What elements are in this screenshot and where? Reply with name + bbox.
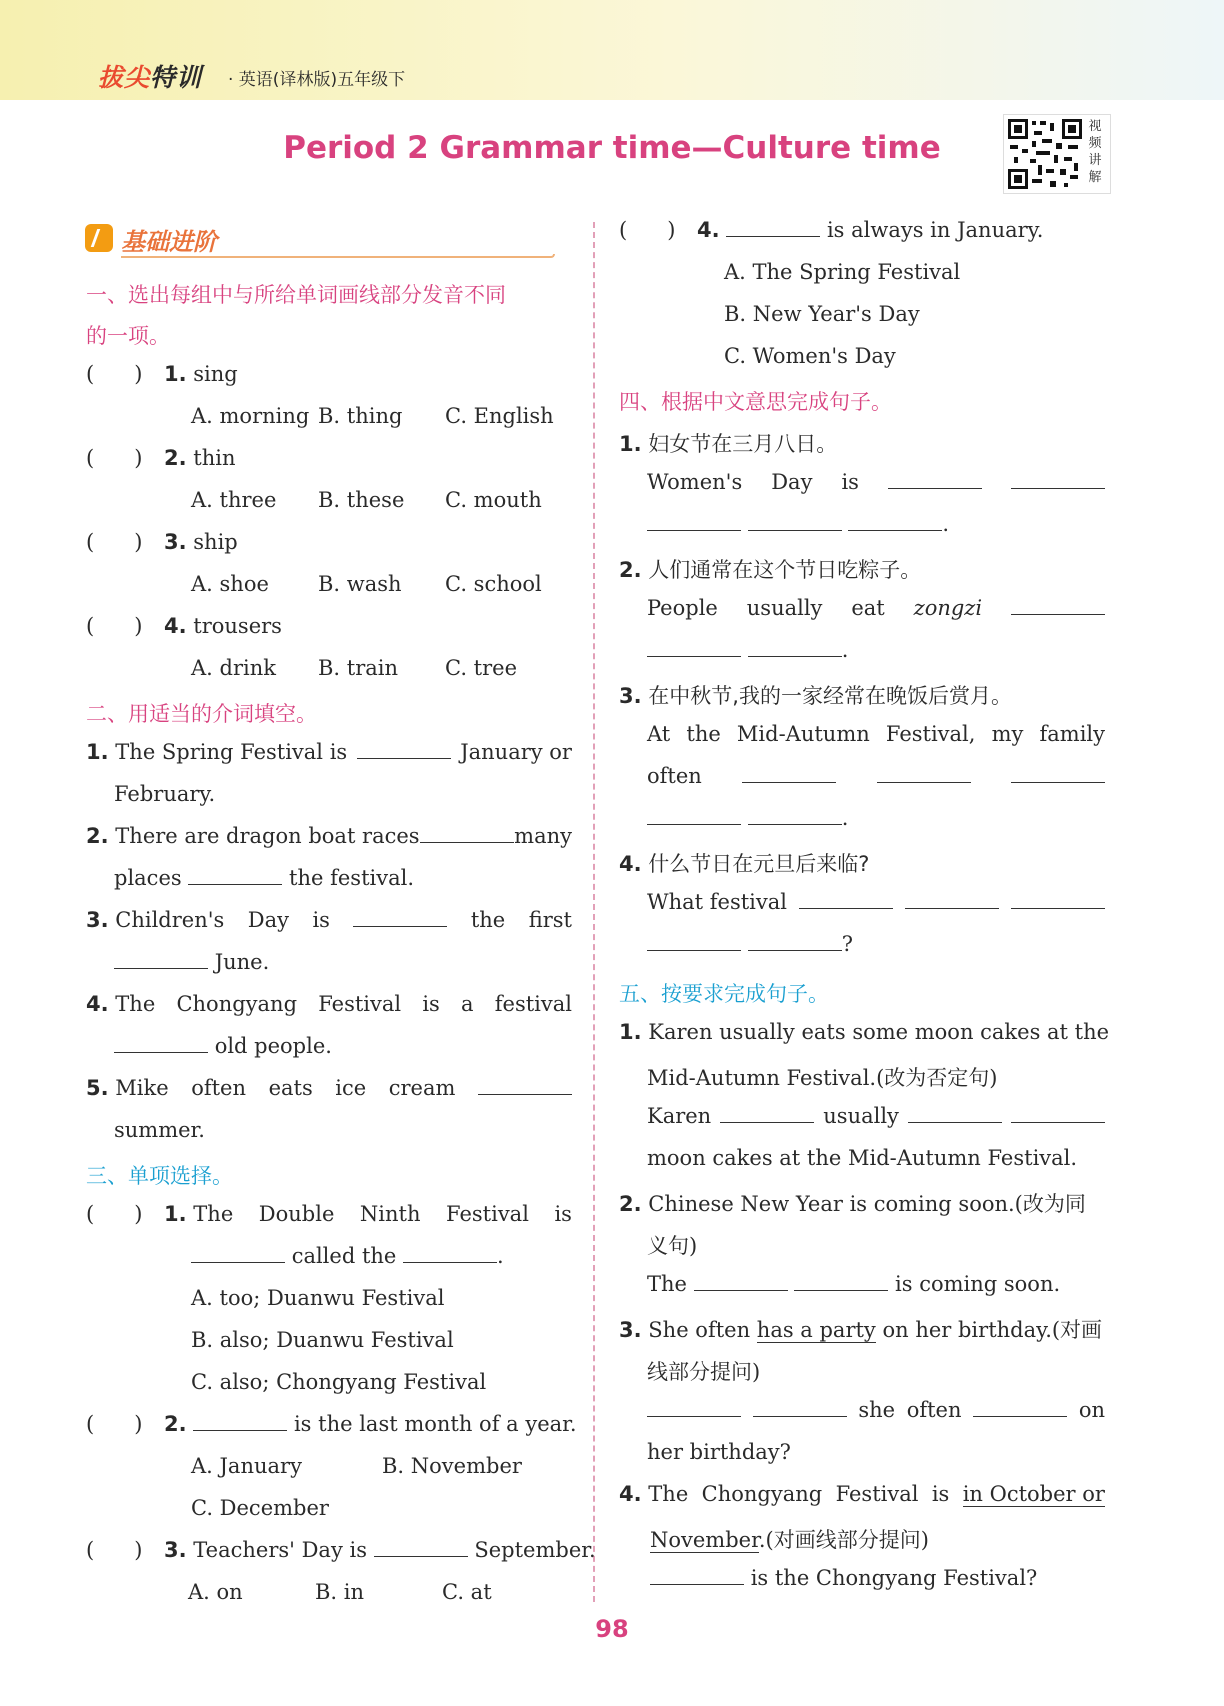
s4-q1-zh: 1. 妇女节在三月八日。 <box>619 432 838 456</box>
blank[interactable] <box>353 908 447 927</box>
s4-q3-en-2: often <box>647 764 1105 788</box>
s4-q4-blanks: ? <box>647 932 853 956</box>
s2-q1-line2: February. <box>114 782 216 806</box>
blank[interactable] <box>193 1412 287 1431</box>
blank[interactable] <box>908 1104 1002 1123</box>
s4-q3-zh: 3. 在中秋节,我的一家经常在晚饭后赏月。 <box>619 684 1012 708</box>
s5-q4-line3: is the Chongyang Festival? <box>650 1566 1037 1590</box>
section-2-title: 二、用适当的介词填空。 <box>86 702 317 726</box>
s3-q3: ( ) 3. Teachers' Day is September. <box>86 1538 596 1562</box>
s1-q2: ( ) 2. thin <box>86 446 236 470</box>
s3-q4-opt-b[interactable]: B. New Year's Day <box>724 302 920 326</box>
s1-q4-opt-b[interactable]: B. train <box>318 656 399 680</box>
s2-q2-line2: places the festival. <box>114 866 415 890</box>
s4-q4-en: What festival <box>647 890 1105 914</box>
s3-q2-opt-a[interactable]: A. January <box>191 1454 302 1478</box>
s5-q1-line3: Karen usually <box>647 1104 1105 1128</box>
blank[interactable] <box>1011 470 1105 489</box>
s3-q1-opt-a[interactable]: A. too; Duanwu Festival <box>191 1286 445 1310</box>
brand-logo: 拔尖特训 <box>98 63 203 92</box>
runner-icon <box>85 224 113 252</box>
s1-q3-opt-c[interactable]: C. school <box>445 572 542 596</box>
blank[interactable] <box>1011 1104 1105 1123</box>
s3-q4: ( ) 4. is always in January. <box>619 218 1044 242</box>
blank[interactable] <box>748 638 842 657</box>
blank[interactable] <box>647 806 741 825</box>
page-number: 98 <box>595 1615 629 1643</box>
blank[interactable] <box>374 1538 468 1557</box>
blank[interactable] <box>647 512 741 531</box>
s3-q1-line2: called the . <box>191 1244 504 1268</box>
blank[interactable] <box>191 1244 285 1263</box>
s1-q1-opt-a[interactable]: A. morning <box>191 404 310 428</box>
page-title: Period 2 Grammar time—Culture time <box>283 130 941 166</box>
s3-q3-opt-b[interactable]: B. in <box>315 1580 365 1604</box>
section-1-title: 一、选出每组中与所给单词画线部分发音不同 <box>86 283 506 307</box>
column-divider <box>593 222 595 1602</box>
s5-q3-line2: 线部分提问) <box>647 1360 761 1384</box>
section-badge: 基础进阶 <box>85 222 565 256</box>
s1-q1-opt-c[interactable]: C. English <box>445 404 554 428</box>
blank[interactable] <box>1011 764 1105 783</box>
s5-q1-line1: 1. Karen usually eats some moon cakes at the <box>619 1020 1110 1044</box>
blank[interactable] <box>888 470 982 489</box>
section-3-title: 三、单项选择。 <box>86 1164 233 1188</box>
s4-q1-blanks: . <box>647 512 949 536</box>
s1-q3-opt-a[interactable]: A. shoe <box>191 572 269 596</box>
s3-q3-opt-c[interactable]: C. at <box>442 1580 492 1604</box>
blank[interactable] <box>1011 596 1105 615</box>
blank[interactable] <box>114 950 208 969</box>
section-4-title: 四、根据中文意思完成句子。 <box>619 390 892 414</box>
s3-q3-opt-a[interactable]: A. on <box>188 1580 243 1604</box>
blank[interactable] <box>748 512 842 531</box>
s4-q3-en: At the Mid-Autumn Festival, my family <box>647 722 1105 746</box>
blank[interactable] <box>748 932 842 951</box>
s4-q2-blanks: . <box>647 638 848 662</box>
s4-q2-en: People usually eat zongzi <box>647 596 1105 620</box>
blank[interactable] <box>848 512 942 531</box>
s1-q2-opt-b[interactable]: B. these <box>318 488 405 512</box>
blank[interactable] <box>799 890 893 909</box>
s5-q3-line4: her birthday? <box>647 1440 791 1464</box>
s3-q2-opt-c[interactable]: C. December <box>191 1496 329 1520</box>
s1-q1: ( ) 1. sing <box>86 362 238 386</box>
s4-q3-blanks: . <box>647 806 848 830</box>
blank[interactable] <box>357 740 451 759</box>
blank[interactable] <box>647 932 741 951</box>
s1-q1-opt-b[interactable]: B. thing <box>318 404 403 428</box>
s1-q2-opt-c[interactable]: C. mouth <box>445 488 542 512</box>
s5-q1-line4: moon cakes at the Mid-Autumn Festival. <box>647 1146 1078 1170</box>
blank[interactable] <box>647 1398 741 1417</box>
blank[interactable] <box>650 1566 744 1585</box>
s1-q4: ( ) 4. trousers <box>86 614 282 638</box>
s3-q2: ( ) 2. is the last month of a year. <box>86 1412 577 1436</box>
blank[interactable] <box>420 824 514 843</box>
blank[interactable] <box>748 806 842 825</box>
blank[interactable] <box>905 890 999 909</box>
book-subtitle: · 英语(译林版)五年级下 <box>228 70 406 90</box>
s3-q1-line1: ( ) 1. The Double Ninth Festival is <box>86 1202 572 1226</box>
s4-q1-en: Women's Day is <box>647 470 1105 494</box>
blank[interactable] <box>188 866 282 885</box>
blank[interactable] <box>114 1034 208 1053</box>
s2-q3-line2: June. <box>114 950 269 974</box>
s1-q4-opt-a[interactable]: A. drink <box>191 656 276 680</box>
s1-q4-opt-c[interactable]: C. tree <box>445 656 518 680</box>
s2-q5-line2: summer. <box>114 1118 205 1142</box>
s3-q1-opt-c[interactable]: C. also; Chongyang Festival <box>191 1370 487 1394</box>
blank[interactable] <box>753 1398 847 1417</box>
blank[interactable] <box>720 1104 814 1123</box>
blank[interactable] <box>726 218 820 237</box>
blank[interactable] <box>478 1076 572 1095</box>
s5-q1-line2: Mid-Autumn Festival.(改为否定句) <box>647 1066 998 1090</box>
s3-q4-opt-c[interactable]: C. Women's Day <box>724 344 896 368</box>
s5-q4-line1: 4. The Chongyang Festival is in October or <box>619 1482 1105 1506</box>
s5-q2-line1: 2. Chinese New Year is coming soon.(改为同 <box>619 1192 1086 1216</box>
s2-q2-line1: 2. There are dragon boat races many <box>86 824 572 848</box>
section-5-title: 五、按要求完成句子。 <box>619 982 829 1006</box>
s2-q1-line1: 1. The Spring Festival is January or <box>86 740 572 764</box>
s1-q3: ( ) 3. ship <box>86 530 238 554</box>
blank[interactable] <box>877 764 971 783</box>
s1-q3-opt-b[interactable]: B. wash <box>318 572 402 596</box>
s4-q2-zh: 2. 人们通常在这个节日吃粽子。 <box>619 558 922 582</box>
s5-q3-line3: she often on <box>647 1398 1105 1422</box>
s2-q4-line1: 4. The Chongyang Festival is a festival <box>86 992 572 1016</box>
qr-code-icon <box>1008 119 1082 189</box>
s5-q2-line3: The is coming soon. <box>647 1272 1061 1296</box>
qr-label: 视频讲解 <box>1088 119 1102 185</box>
s3-q4-opt-a[interactable]: A. The Spring Festival <box>724 260 961 284</box>
blank[interactable] <box>403 1244 497 1263</box>
blank[interactable] <box>694 1272 788 1291</box>
blank[interactable] <box>794 1272 888 1291</box>
qr-code[interactable] <box>1003 114 1111 194</box>
blank[interactable] <box>647 638 741 657</box>
s5-q4-line2: November.(对画线部分提问) <box>650 1528 929 1552</box>
s3-q2-opt-b[interactable]: B. November <box>382 1454 522 1478</box>
s5-q2-line2: 义句) <box>647 1234 698 1258</box>
s2-q3-line1: 3. Children's Day is the first <box>86 908 572 932</box>
blank[interactable] <box>742 764 836 783</box>
s5-q3-line1: 3. She often has a party on her birthday.(对画 <box>619 1318 1103 1342</box>
blank[interactable] <box>973 1398 1067 1417</box>
s1-q2-opt-a[interactable]: A. three <box>191 488 277 512</box>
s3-q1-opt-b[interactable]: B. also; Duanwu Festival <box>191 1328 454 1352</box>
blank[interactable] <box>1011 890 1105 909</box>
s2-q4-line2: old people. <box>114 1034 332 1058</box>
section-1-title-cont: 的一项。 <box>86 324 170 348</box>
s4-q4-zh: 4. 什么节日在元旦后来临? <box>619 852 870 876</box>
s2-q5-line1: 5. Mike often eats ice cream <box>86 1076 572 1100</box>
